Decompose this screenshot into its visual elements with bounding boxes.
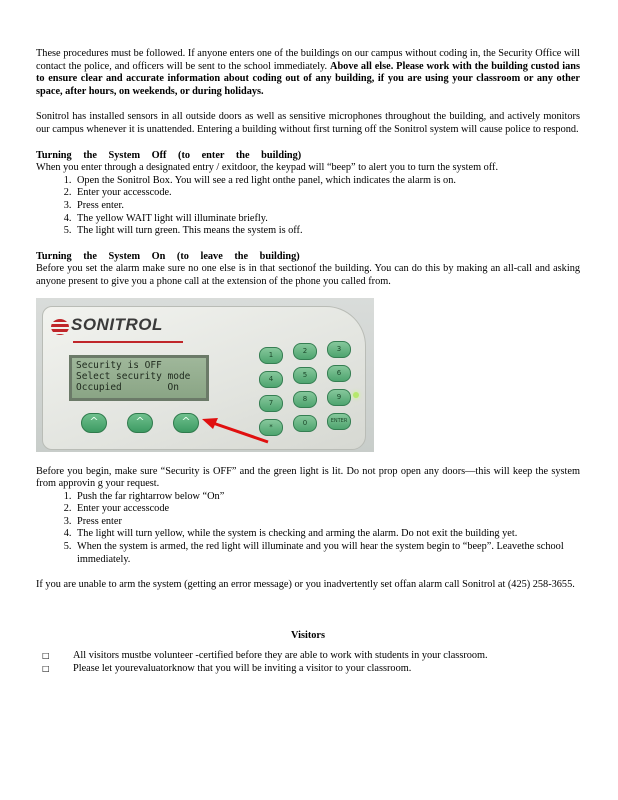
- visitors-item-text: Please let yourevaluatorknow that you will be inviting a visitor to your classroom.: [73, 663, 412, 675]
- keypad-key: *: [259, 419, 283, 436]
- keypad-nav-button-left: ^: [81, 413, 107, 433]
- visitors-heading: Visitors: [291, 629, 325, 641]
- on-section-after-photo: Before you begin, make sure “Security is OFF” and the green light is lit. Do not prop open any doors—this will keep the system from approvin g your request.: [36, 465, 580, 490]
- keypad-key: 5: [293, 367, 317, 384]
- lcd-line: Select security mode: [76, 370, 191, 382]
- visitors-list: [36, 650, 580, 675]
- on-steps-list: [36, 491, 580, 567]
- keypad-key: 0: [293, 415, 317, 432]
- keypad-key: 1: [259, 347, 283, 364]
- off-steps-list: [36, 175, 580, 238]
- sonitrol-paragraph: Sonitrol has installed sensors in all outside doors as well as sensitive microphones throughout the building, and actively monitors our campus whenever it is unattended. Entering a building without first turning off the Sonitrol system will cause police to respond.: [36, 111, 580, 135]
- keypad-key: 8: [293, 391, 317, 408]
- off-section-intro: When you enter through a designated entry / exitdoor, the keypad will “beep” to alert you to turn the system off.: [36, 162, 499, 174]
- on-step: 1. Push the far rightarrow below “On”: [74, 491, 580, 504]
- bullet-icon: □: [42, 664, 50, 674]
- on-step: 2. Enter your accesscode: [74, 503, 580, 516]
- lcd-line: Occupied On: [76, 381, 179, 393]
- keypad-photo: [36, 298, 374, 452]
- intro-paragraph: [36, 48, 580, 98]
- document-page: [36, 48, 580, 676]
- keypad-key: 4: [259, 371, 283, 388]
- keypad-nav-button-middle: ^: [127, 413, 153, 433]
- visitors-item-text: All visitors mustbe volunteer -certified before they are able to work with students in your classroom.: [73, 650, 488, 662]
- off-step: 3. Press enter.: [74, 200, 580, 213]
- keypad-key: ENTER: [327, 413, 351, 430]
- off-step: 5. The light will turn green. This means the system is off.: [74, 225, 580, 238]
- on-step: 5. When the system is armed, the red light will illuminate and you will hear the system begin to “beep”. Leavethe school immediately.: [74, 541, 580, 566]
- keypad-key: 9: [327, 389, 351, 406]
- keypad-key: 2: [293, 343, 317, 360]
- keypad-nav-button-right: ^: [173, 413, 199, 433]
- keypad-brand: SONITROL: [71, 314, 163, 334]
- on-step: 3. Press enter: [74, 516, 580, 529]
- keypad-key: 3: [327, 341, 351, 358]
- visitors-item: [36, 663, 580, 676]
- bullet-icon: □: [42, 651, 50, 661]
- off-step: 4. The yellow WAIT light will illuminate briefly.: [74, 213, 580, 226]
- error-paragraph: If you are unable to arm the system (getting an error message) or you inadvertently set offan alarm call Sonitrol at (425) 258-3655.: [36, 579, 575, 591]
- on-section-intro: Before you set the alarm make sure no one else is in that sectionof the building. You can do this by making an all-call and asking anyone present to give you a phone call at the extension of the phone you called from.: [36, 263, 580, 287]
- off-step: 2. Enter your accesscode.: [74, 187, 580, 200]
- keypad-key: 7: [259, 395, 283, 412]
- off-step: 1. Open the Sonitrol Box. You will see a red light onthe panel, which indicates the alarm is on.: [74, 175, 580, 188]
- intro-bold-text: Above all else. Please work with the building custod ians to ensure clear and accurate information about coding out of any building, if you are using your classroom or any other space, after hours, on weekends, or during holidays.: [36, 60, 580, 97]
- on-step: 4. The light will turn yellow, while the system is checking and arming the alarm. Do not exit the building yet.: [74, 528, 580, 541]
- on-section-heading: Turning the System On (to leave the building): [36, 250, 300, 262]
- off-section-heading: Turning the System Off (to enter the building): [36, 149, 302, 161]
- visitors-item: [36, 650, 580, 663]
- keypad-key: 6: [327, 365, 351, 382]
- lcd-line: Security is OFF: [76, 359, 162, 371]
- red-arrow-icon: [36, 298, 374, 452]
- intro-text: These procedures must be followed. If anyone enters one of the buildings on our campus without coding in, the Security Office will contact the police, and officers will be sent to the school immediately.: [36, 48, 580, 72]
